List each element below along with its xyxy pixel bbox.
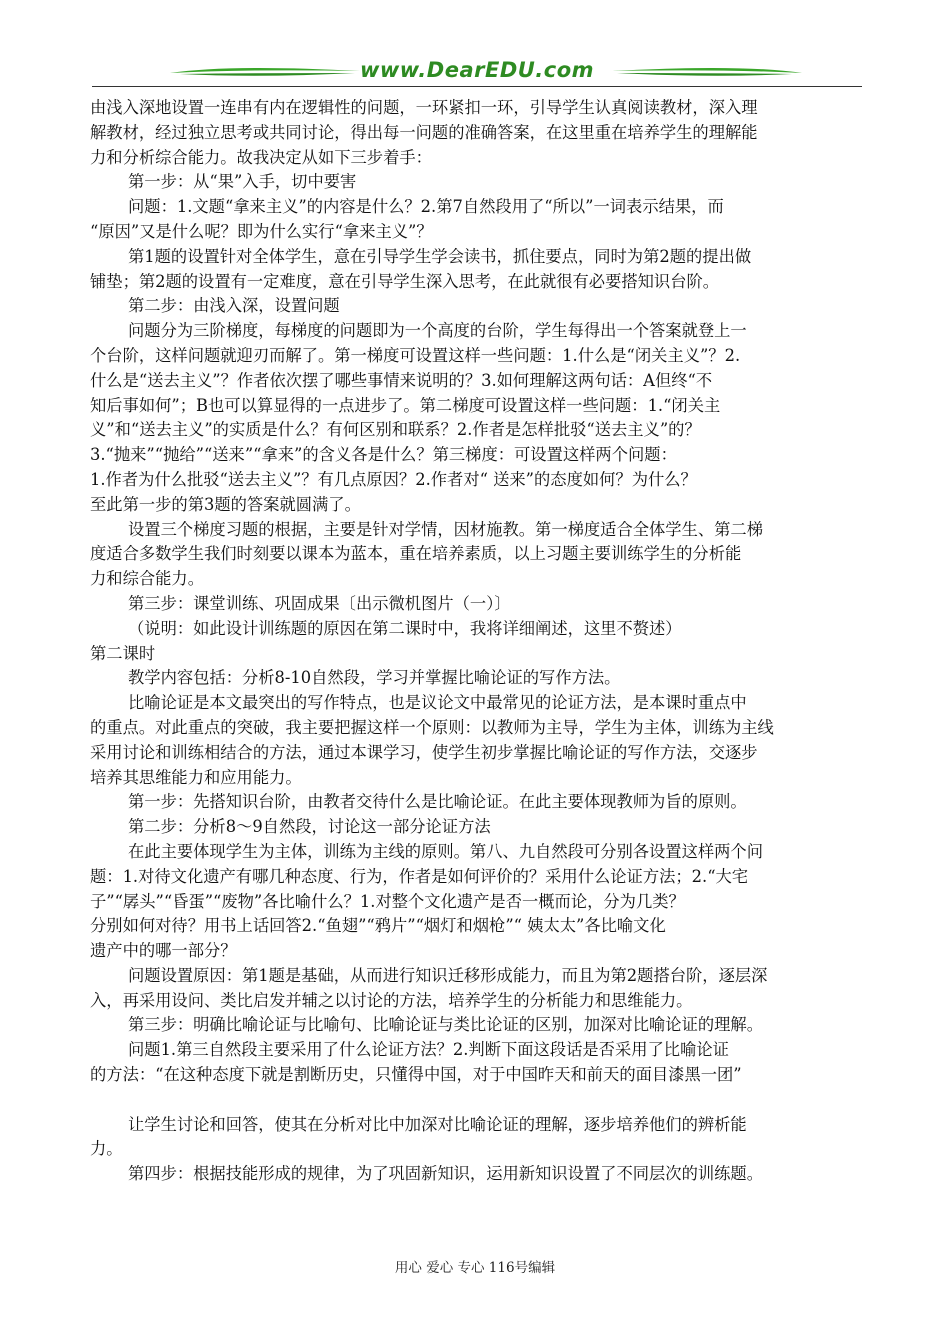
text-line: 第四步：根据技能形成的规律，为了巩固新知识，运用新知识设置了不同层次的训练题。 — [128, 1164, 763, 1184]
text-line: 在此主要体现学生为主体，训练为主线的原则。第八、九自然段可分别各设置这样两个问 — [128, 841, 763, 861]
text-line: 设置三个梯度习题的根据，主要是针对学情，因材施教。第一梯度适合全体学生、第二梯 — [128, 519, 763, 539]
text-line: 比喻论证是本文最突出的写作特点，也是议论文中最常见的论证方法，是本课时重点中 — [128, 693, 747, 713]
text-line: 问题：1.文题“拿来主义”的内容是什么？2.第7自然段用了“所以”一词表示结果，而 — [128, 197, 724, 217]
text-line: （说明：如此设计训练题的原因在第二课时中，我将详细阐述，这里不赘述） — [128, 618, 682, 638]
header-rule — [92, 86, 862, 87]
text-line: 第二步：由浅入深，设置问题 — [128, 296, 340, 316]
site-logo-text: www.DearEDU.com — [359, 58, 595, 82]
text-line: 让学生讨论和回答，使其在分析对比中加深对比喻论证的理解，逐步培养他们的辨析能 — [128, 1114, 747, 1134]
text-line: 铺垫；第2题的设置有一定难度，意在引导学生深入思考，在此就很有必要搭知识台阶。 — [90, 271, 720, 291]
text-line: 的重点。对此重点的突破，我主要把握这样一个原则：以教师为主导，学生为主体，训练为主线 — [90, 717, 774, 737]
text-line: 分别如何对待？用书上话回答2.“鱼翅”“鸦片”“烟灯和烟枪”“ 姨太太”各比喻文化 — [90, 916, 666, 936]
text-line: 子”“孱头”“昏蛋”“废物”各比喻什么？1.对整个文化遗产是否一概而论，分为几类？ — [90, 891, 685, 911]
text-line: 度适合多数学生我们时刻要以课本为蓝本，重在培养素质，以上习题主要训练学生的分析能 — [90, 544, 742, 564]
document-body — [90, 96, 862, 1187]
text-line: 教学内容包括：分析8-10自然段，学习并掌握比喻论证的写作方法。 — [128, 668, 621, 688]
text-line: 的方法：“在这种态度下就是割断历史，只懂得中国，对于中国昨天和前天的面目漆黑一团” — [90, 1065, 742, 1085]
text-line: 3.“抛来”“抛给”“送来”“拿来”的含义各是什么？第三梯度：可设置这样两个问题： — [90, 445, 677, 465]
text-line: 遗产中的哪一部分？ — [90, 941, 237, 961]
text-line: 第二课时 — [90, 643, 156, 663]
text-line: 第一步：从“果”入手，切中要害 — [128, 172, 357, 192]
text-line: “原因”又是什么呢？即为什么实行“拿来主义”？ — [90, 221, 433, 241]
blank-line — [90, 1088, 862, 1113]
text-line: 力和分析综合能力。故我决定从如下三步着手： — [90, 147, 432, 167]
text-line: 问题分为三阶梯度，每梯度的问题即为一个高度的台阶，学生每得出一个答案就登上一 — [128, 321, 747, 341]
text-line: 力和综合能力。 — [90, 569, 204, 589]
text-line: 第二步：分析8～9自然段，讨论这一部分论证方法 — [128, 817, 491, 837]
page-footer: 用心 爱心 专心 116号编辑 — [394, 1260, 556, 1276]
text-line: 第三步：课堂训练、巩固成果〔出示微机图片（一）〕 — [128, 593, 511, 613]
text-line: 至此第一步的第3题的答案就圆满了。 — [90, 494, 361, 514]
text-line: 由浅入深地设置一连串有内在逻辑性的问题，一环紧扣一环，引导学生认真阅读教材，深入理 — [90, 98, 758, 117]
text-line: 解教材，经过独立思考或共同讨论，得出每一问题的准确答案，在这里重在培养学生的理解能 — [90, 122, 758, 142]
text-line: 问题1.第三自然段主要采用了什么论证方法？2.判断下面这段话是否采用了比喻论证 — [128, 1040, 729, 1060]
text-line: 培养其思维能力和应用能力。 — [90, 767, 302, 787]
text-line: 力。 — [90, 1139, 123, 1159]
text-line: 题：1.对待文化遗产有哪几种态度、行为，作者是如何评价的？采用什么论证方法；2.“大宅 — [90, 866, 749, 886]
page-header — [92, 58, 862, 94]
text-line: 义”和“送去主义”的实质是什么？有何区别和联系？2.作者是怎样批驳“送去主义”的？ — [90, 420, 701, 440]
text-line: 1.作者为什么批驳“送去主义”？有几点原因？2.作者对“ 送来”的态度如何？为什么？ — [90, 469, 697, 489]
text-line: 个台阶，这样问题就迎刃而解了。第一梯度可设置这样一些问题：1.什么是“闭关主义”？2. — [90, 345, 741, 365]
text-line: 入，再采用设问、类比启发并辅之以讨论的方法，培养学生的分析能力和思维能力。 — [90, 990, 693, 1010]
text-line: 第三步：明确比喻论证与比喻句、比喻论证与类比论证的区别，加深对比喻论证的理解。 — [128, 1015, 763, 1035]
text-line: 采用讨论和训练相结合的方法，通过本课学习，使学生初步掌握比喻论证的写作方法，交逐步 — [90, 742, 758, 762]
text-line: 什么是“送去主义”？作者依次摆了哪些事情来说明的？3.如何理解这两句话：A但终“不 — [90, 370, 713, 390]
text-line: 第一步：先搭知识台阶，由教者交待什么是比喻论证。在此主要体现教师为旨的原则。 — [128, 792, 747, 812]
right-swoosh-decoration — [612, 64, 802, 80]
text-line: 知后事如何”；B也可以算显得的一点进步了。第二梯度可设置这样一些问题：1.“闭关主 — [90, 395, 721, 415]
text-line: 第1题的设置针对全体学生，意在引导学生学会读书，抓住要点，同时为第2题的提出做 — [128, 246, 752, 266]
text-line: 问题设置原因：第1题是基础，从而进行知识迁移形成能力，而且为第2题搭台阶，逐层深 — [128, 965, 768, 985]
